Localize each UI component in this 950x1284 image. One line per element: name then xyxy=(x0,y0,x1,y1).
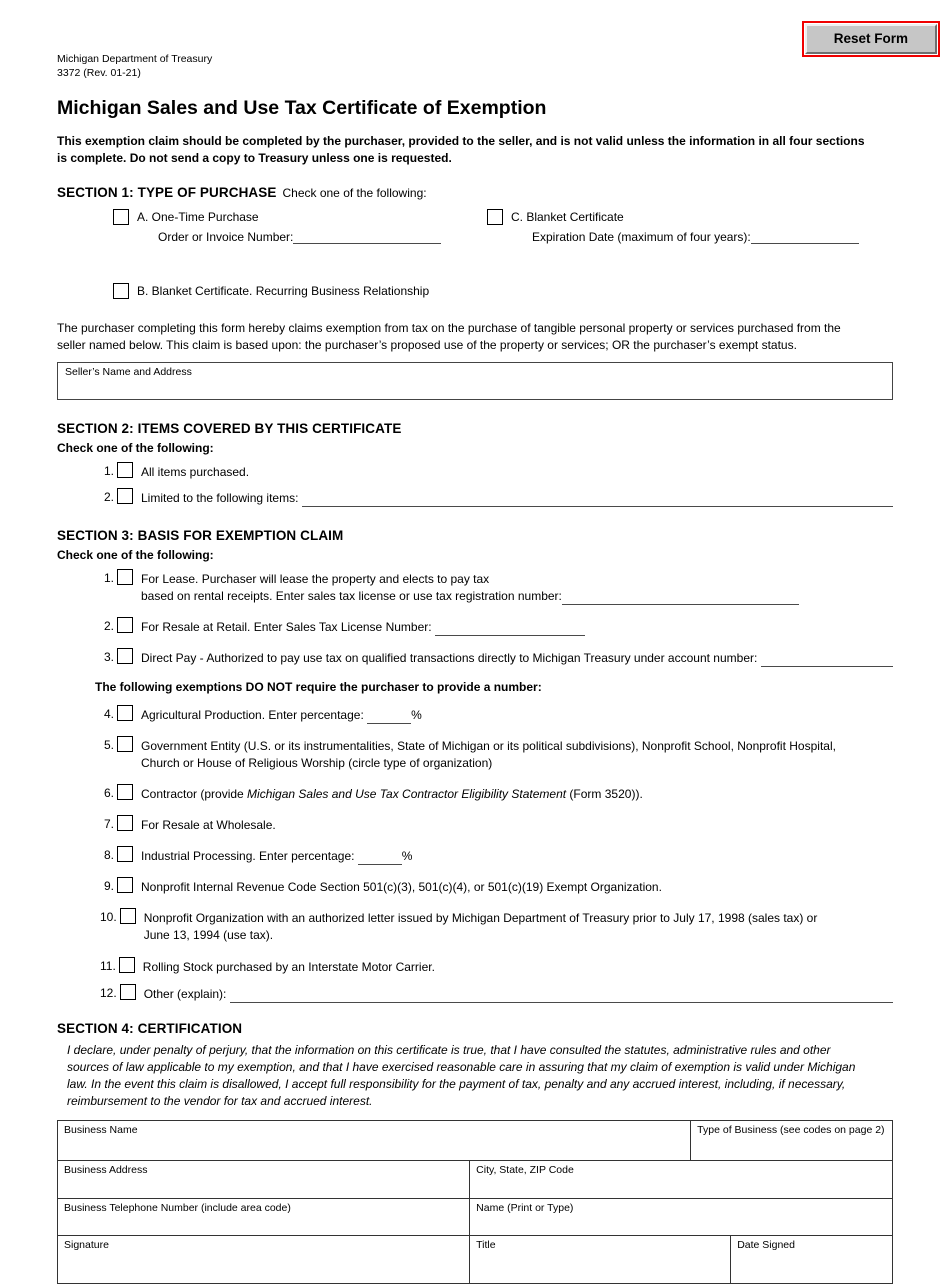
item-label: For Lease. Purchaser will lease the property and elects to pay tax xyxy=(141,572,490,587)
item-label-continued: based on rental receipts. Enter sales tax license or use tax registration number: xyxy=(141,589,562,604)
checkbox-blanket-certificate[interactable] xyxy=(487,209,503,225)
checkbox-blanket-recurring[interactable] xyxy=(113,283,129,299)
certification-line: I declare, under penalty of perjury, that the information on this certificate is true, that I have consulted the statutes, administrative rules and other xyxy=(67,1042,831,1057)
percent-suffix: % xyxy=(401,849,413,864)
item-number: 11. xyxy=(100,959,116,974)
certification-line: reimbursement to the vendor for tax and accrued interest. xyxy=(67,1093,373,1108)
type-of-business-field[interactable] xyxy=(690,1121,892,1160)
item-label-continued: Church or House of Religious Worship (circle type of organization) xyxy=(141,756,493,771)
item-label-continued: June 13, 1994 (use tax). xyxy=(143,928,274,943)
section-1-options xyxy=(57,209,893,261)
item-number: 2. xyxy=(103,490,114,505)
date-signed-field[interactable] xyxy=(730,1236,892,1283)
option-b-group xyxy=(113,283,893,299)
form-number: 3372 (Rev. 01-21) xyxy=(57,67,141,80)
intro-line: This exemption claim should be completed by the purchaser, provided to the seller, and is not valid unless the information in all four sections xyxy=(57,134,865,149)
business-telephone-label: Business Telephone Number (include area code) xyxy=(64,1201,291,1214)
certification-line: sources of law applicable to my exemption, and that I have exercised reasonable care in assuring that my claim of exemption is valid under Michigan xyxy=(67,1059,856,1074)
list-item-government-entity xyxy=(57,736,893,772)
checkbox-nonprofit-501c[interactable] xyxy=(117,877,133,893)
checkbox-all-items-purchased[interactable] xyxy=(117,462,133,478)
checkbox-industrial-processing[interactable] xyxy=(117,846,133,862)
item-label: (Form 3520)). xyxy=(566,787,643,802)
section-1 xyxy=(57,185,893,400)
expiration-date-fill-line[interactable] xyxy=(751,231,859,244)
section-1-heading: SECTION 1: TYPE OF PURCHASE xyxy=(57,184,277,200)
reset-form-button[interactable]: Reset Form xyxy=(805,24,937,54)
table-row xyxy=(58,1160,892,1198)
item-number: 3. xyxy=(103,650,114,665)
section-2-check-note: Check one of the following: xyxy=(57,441,214,455)
checkbox-direct-pay[interactable] xyxy=(117,648,133,664)
checkbox-rolling-stock[interactable] xyxy=(119,957,135,973)
form-header xyxy=(57,0,893,80)
list-item-other xyxy=(57,984,893,1003)
item-label: Agricultural Production. Enter percentage: xyxy=(141,708,364,723)
checkbox-government-entity[interactable] xyxy=(117,736,133,752)
expiration-date-label: Expiration Date (maximum of four years): xyxy=(532,229,751,244)
claim-line: seller named below. This claim is based upon: the purchaser’s proposed use of the property or services; OR the purchaser’s exempt status. xyxy=(57,337,797,352)
list-item-agricultural xyxy=(57,705,893,724)
item-number: 4. xyxy=(103,707,114,722)
item-number: 12. xyxy=(100,985,117,1000)
sales-tax-license-fill-line[interactable] xyxy=(435,623,585,636)
agency-name: Michigan Department of Treasury xyxy=(57,53,213,65)
checkbox-contractor[interactable] xyxy=(117,784,133,800)
item-number: 10. xyxy=(100,910,117,925)
list-item-nonprofit-letter xyxy=(57,908,893,944)
order-invoice-number-fill-line[interactable] xyxy=(293,231,441,244)
item-number: 1. xyxy=(103,571,114,586)
signature-field[interactable] xyxy=(58,1236,469,1283)
table-row xyxy=(58,1235,892,1283)
list-item-industrial-processing xyxy=(57,846,893,865)
checkbox-resale-retail[interactable] xyxy=(117,617,133,633)
option-a-label: A. One-Time Purchase xyxy=(137,209,259,224)
agricultural-percentage-fill-line[interactable] xyxy=(367,711,411,724)
checkbox-agricultural-production[interactable] xyxy=(117,705,133,721)
list-item-direct-pay xyxy=(57,648,893,667)
table-row xyxy=(58,1121,892,1160)
signature-label: Signature xyxy=(64,1238,109,1251)
list-item-rolling-stock xyxy=(57,957,893,976)
section-3-heading: SECTION 3: BASIS FOR EXEMPTION CLAIM xyxy=(57,528,344,544)
title-label: Title xyxy=(476,1238,496,1251)
item-label: For Resale at Retail. Enter Sales Tax License Number: xyxy=(141,620,432,635)
section-3 xyxy=(57,528,893,1002)
list-item-contractor xyxy=(57,784,893,803)
section-3-items xyxy=(57,569,893,1002)
item-label: Limited to the following items: xyxy=(141,491,299,506)
table-row xyxy=(58,1198,892,1235)
checkbox-nonprofit-authorized-letter[interactable] xyxy=(120,908,136,924)
item-label: Government Entity (U.S. or its instrumentalities, State of Michigan or its political subdivisions), Nonprofit School, Nonprofit Hospital, xyxy=(141,739,836,754)
business-telephone-field[interactable] xyxy=(58,1199,469,1235)
checkbox-resale-wholesale[interactable] xyxy=(117,815,133,831)
item-number: 7. xyxy=(103,817,114,832)
section-4-heading: SECTION 4: CERTIFICATION xyxy=(57,1020,243,1036)
option-b-label: B. Blanket Certificate. Recurring Business Relationship xyxy=(137,283,430,298)
lease-registration-number-fill-line[interactable] xyxy=(562,592,799,605)
list-item-resale-wholesale xyxy=(57,815,893,834)
certification-line: law. In the event this claim is disallowed, I accept full responsibility for the payment of tax, penalty and any accrued interest, including, if necessary, xyxy=(67,1076,846,1091)
list-item-for-lease xyxy=(57,569,893,605)
claim-paragraph xyxy=(57,320,893,354)
page-title: Michigan Sales and Use Tax Certificate of Exemption xyxy=(57,97,547,120)
limited-items-fill-line[interactable] xyxy=(302,494,893,507)
item-number: 8. xyxy=(103,848,114,863)
business-address-field[interactable] xyxy=(58,1161,469,1198)
section-4 xyxy=(57,1021,893,1284)
city-state-zip-label: City, State, ZIP Code xyxy=(476,1163,574,1176)
option-a-group xyxy=(113,209,441,244)
direct-pay-account-fill-line[interactable] xyxy=(761,654,893,667)
checkbox-for-lease[interactable] xyxy=(117,569,133,585)
section-2-heading: SECTION 2: ITEMS COVERED BY THIS CERTIFICATE xyxy=(57,421,402,436)
seller-name-address-box[interactable] xyxy=(57,362,893,400)
city-state-zip-field[interactable] xyxy=(469,1161,892,1198)
contractor-statement-title: Michigan Sales and Use Tax Contractor Eligibility Statement xyxy=(247,787,567,802)
certification-paragraph xyxy=(67,1042,893,1110)
section-2 xyxy=(57,421,893,507)
business-address-label: Business Address xyxy=(64,1163,148,1176)
no-number-note: The following exemptions DO NOT require the purchaser to provide a number: xyxy=(95,680,542,695)
claim-line: The purchaser completing this form hereby claims exemption from tax on the purchase of tangible personal property or services purchased from the xyxy=(57,320,841,335)
item-number: 5. xyxy=(103,738,114,753)
checkbox-one-time-purchase[interactable] xyxy=(113,209,129,225)
other-explain-fill-line[interactable] xyxy=(230,990,893,1003)
item-label: All items purchased. xyxy=(141,465,250,479)
item-label: Other (explain): xyxy=(143,986,227,1001)
section-3-check-note: Check one of the following: xyxy=(57,548,214,563)
section-1-note: Check one of the following: xyxy=(282,185,427,200)
reset-button-highlight xyxy=(802,21,940,57)
item-number: 6. xyxy=(103,786,114,801)
certification-table xyxy=(57,1120,893,1284)
item-label: Rolling Stock purchased by an Interstate Motor Carrier. xyxy=(142,960,435,975)
business-name-label: Business Name xyxy=(64,1123,138,1136)
item-label: Nonprofit Organization with an authorized letter issued by Michigan Department of Treasury prior to July 17, 1998 (sales tax) or xyxy=(143,911,818,926)
item-label: Industrial Processing. Enter percentage: xyxy=(141,849,355,864)
checkbox-limited-items[interactable] xyxy=(117,488,133,504)
intro-line: is complete. Do not send a copy to Treasury unless one is requested. xyxy=(57,151,452,166)
item-label: Contractor (provide xyxy=(141,787,248,802)
item-number: 1. xyxy=(103,464,114,478)
option-c-group xyxy=(487,209,859,244)
seller-box-label: Seller’s Name and Address xyxy=(65,366,192,378)
list-item-resale-retail xyxy=(57,617,893,636)
type-of-business-label: Type of Business (see codes on page 2) xyxy=(697,1123,885,1136)
order-invoice-number-label: Order or Invoice Number: xyxy=(158,229,294,244)
industrial-percentage-fill-line[interactable] xyxy=(358,852,402,865)
date-signed-label: Date Signed xyxy=(737,1238,795,1251)
percent-suffix: % xyxy=(411,708,422,723)
item-label: Nonprofit Internal Revenue Code Section 501(c)(3), 501(c)(4), or 501(c)(19) Exempt Organization. xyxy=(141,880,662,895)
list-item-limited-items xyxy=(57,488,893,507)
option-c-label: C. Blanket Certificate xyxy=(511,209,624,224)
checkbox-other[interactable] xyxy=(120,984,136,1000)
intro-paragraph xyxy=(57,133,893,167)
list-item-nonprofit-501c xyxy=(57,877,893,896)
item-number: 9. xyxy=(103,879,114,894)
name-print-label: Name (Print or Type) xyxy=(476,1201,574,1214)
list-item-all-items xyxy=(57,462,893,481)
business-name-field[interactable] xyxy=(58,1121,690,1160)
section-2-items xyxy=(57,462,893,507)
name-print-field[interactable] xyxy=(469,1199,892,1235)
title-field[interactable] xyxy=(469,1236,730,1283)
item-number: 2. xyxy=(103,619,114,634)
item-label: Direct Pay - Authorized to pay use tax on qualified transactions directly to Michigan Treasury under account number: xyxy=(141,651,758,666)
item-label: For Resale at Wholesale. xyxy=(141,818,276,833)
